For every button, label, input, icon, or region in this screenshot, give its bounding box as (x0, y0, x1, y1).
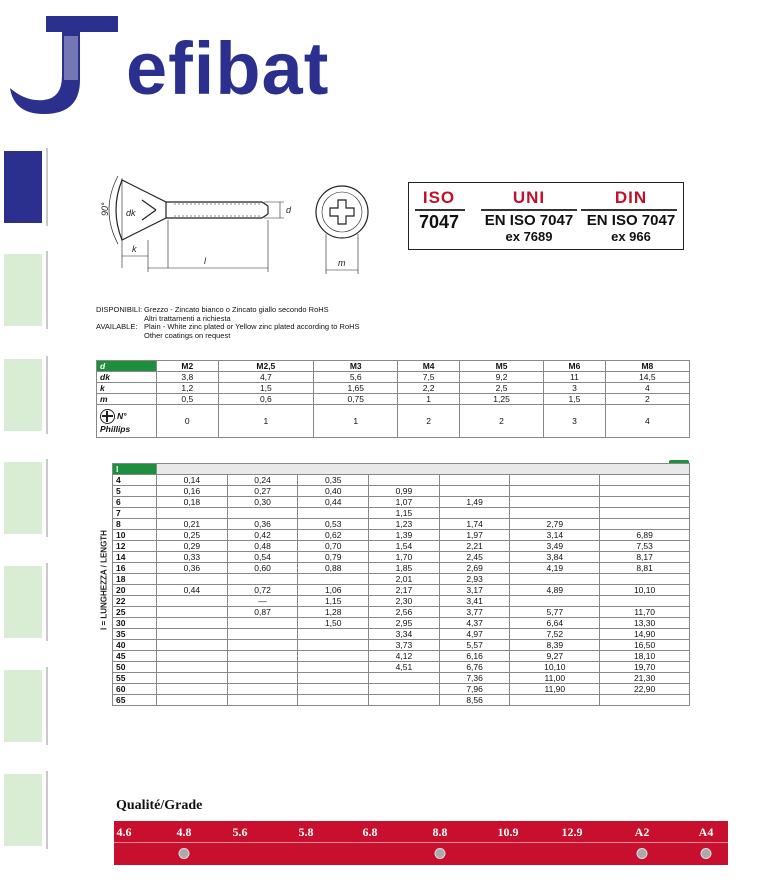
weight-cell (298, 651, 369, 662)
weight-cell (600, 574, 690, 585)
phillips-row (97, 405, 690, 438)
weight-cell: 2,45 (439, 552, 510, 563)
weight-cell: 1,15 (369, 508, 440, 519)
weight-cell: 4,97 (439, 629, 510, 640)
weight-cell: 0,30 (227, 497, 298, 508)
grade-dot (435, 848, 446, 859)
weight-cell (227, 662, 298, 673)
weight-cell (227, 574, 298, 585)
grade-label: 4.8 (176, 825, 192, 839)
dims-row-label: k (97, 383, 157, 394)
weight-cell (227, 695, 298, 706)
dims-cell: 14,5 (605, 372, 689, 383)
standard-din: DIN EN ISO 7047 ex 966 (586, 188, 676, 244)
weight-cell: 1,28 (298, 607, 369, 618)
weight-cell: 6,76 (439, 662, 510, 673)
weight-cell: 8,56 (439, 695, 510, 706)
phillips-cell: 0 (157, 405, 219, 438)
weight-cell: 18,10 (600, 651, 690, 662)
weight-cell (510, 596, 600, 607)
weight-cell: 0,25 (157, 530, 228, 541)
weight-cell: 6,16 (439, 651, 510, 662)
weight-cell (510, 574, 600, 585)
weight-cell: 8,81 (600, 563, 690, 574)
company-logo (8, 10, 328, 120)
weight-cell: 1,85 (369, 563, 440, 574)
phillips-cell: 3 (544, 405, 606, 438)
weight-cell: 10,10 (510, 662, 600, 673)
dims-cell: M5 (459, 361, 543, 372)
weight-cell: 10,10 (600, 585, 690, 596)
weight-cell (157, 684, 228, 695)
weight-cell (298, 629, 369, 640)
length-side-label: l = LUNGHEZZA / LENGTH (99, 530, 109, 630)
grade-label: 4.6 (116, 825, 132, 839)
weight-cell (227, 673, 298, 684)
dims-cell: 1 (398, 394, 460, 405)
weight-cell: 1,74 (439, 519, 510, 530)
standard-iso: ISO 7047 (418, 188, 460, 232)
l-label: l (204, 256, 206, 266)
m-label: m (338, 258, 346, 268)
side-tab-1[interactable] (0, 148, 48, 226)
weight-row-length: 55 (113, 673, 157, 684)
weight-cell: 0,48 (227, 541, 298, 552)
weight-cell: 0,36 (227, 519, 298, 530)
grade-label: 6.8 (362, 825, 378, 839)
dims-row (97, 394, 690, 405)
weight-cell: 3,41 (439, 596, 510, 607)
weight-cell (439, 508, 510, 519)
weight-row (113, 629, 690, 640)
phillips-cell: 1 (314, 405, 398, 438)
weight-row-length: 5 (113, 486, 157, 497)
phillips-cell: 1 (218, 405, 314, 438)
weight-cell: 0,62 (298, 530, 369, 541)
weight-row (113, 684, 690, 695)
weight-row-length: 12 (113, 541, 157, 552)
weight-row-length: 10 (113, 530, 157, 541)
dims-cell: 1,2 (157, 383, 219, 394)
weight-cell: 5,57 (439, 640, 510, 651)
weight-row-length: 40 (113, 640, 157, 651)
weight-cell: 1,06 (298, 585, 369, 596)
dimensions-table (96, 360, 690, 438)
weight-cell (157, 651, 228, 662)
weight-cell (157, 574, 228, 585)
weight-cell: 3,73 (369, 640, 440, 651)
weight-row-length: 65 (113, 695, 157, 706)
weight-cell: 1,23 (369, 519, 440, 530)
weight-row (113, 563, 690, 574)
weight-cell (227, 684, 298, 695)
weight-cell (227, 508, 298, 519)
weight-cell (510, 497, 600, 508)
weight-row (113, 618, 690, 629)
weight-cell: 7,53 (600, 541, 690, 552)
grade-label: 10.9 (497, 825, 519, 839)
weight-cell (369, 684, 440, 695)
dims-cell: 5,6 (314, 372, 398, 383)
weight-cell: 3,49 (510, 541, 600, 552)
dims-cell: 1,5 (544, 394, 606, 405)
weight-cell: 1,07 (369, 497, 440, 508)
weight-cell (600, 497, 690, 508)
weight-cell: 8,17 (600, 552, 690, 563)
weight-row-length: 22 (113, 596, 157, 607)
weight-cell: 3,17 (439, 585, 510, 596)
weight-cell: 1,39 (369, 530, 440, 541)
dims-cell: M6 (544, 361, 606, 372)
weight-cell (157, 640, 228, 651)
weight-cell (510, 475, 600, 486)
weight-cell (600, 519, 690, 530)
angle-label: 90° (100, 202, 110, 216)
weight-row-length: 6 (113, 497, 157, 508)
weight-cell: 0,44 (298, 497, 369, 508)
weight-cell (298, 640, 369, 651)
weight-cell: 5,77 (510, 607, 600, 618)
weight-cell: 3,77 (439, 607, 510, 618)
weight-cell (600, 596, 690, 607)
dims-cell: 4,7 (218, 372, 314, 383)
side-tab-2[interactable] (0, 251, 48, 329)
weight-cell: 2,95 (369, 618, 440, 629)
dims-cell: 1,25 (459, 394, 543, 405)
dims-row-label: dk (97, 372, 157, 383)
weight-cell: 19,70 (600, 662, 690, 673)
dims-cell: 0,75 (314, 394, 398, 405)
weight-cell: 0,60 (227, 563, 298, 574)
weight-cell: 4,51 (369, 662, 440, 673)
weight-row-length: 18 (113, 574, 157, 585)
weight-row (113, 519, 690, 530)
weight-cell: 0,42 (227, 530, 298, 541)
dims-row (97, 383, 690, 394)
logo-wordmark: efibat (126, 27, 330, 110)
grade-title: Qualité/Grade (116, 798, 203, 813)
weight-cell (510, 508, 600, 519)
weight-row (113, 475, 690, 486)
side-tab-3[interactable] (0, 356, 48, 434)
dims-cell: 9,2 (459, 372, 543, 383)
weight-cell: 21,30 (600, 673, 690, 684)
weight-cell: — (227, 596, 298, 607)
weight-cell (157, 618, 228, 629)
dims-cell: 1,5 (218, 383, 314, 394)
weight-cell: 0,87 (227, 607, 298, 618)
weight-cell (298, 695, 369, 706)
weight-cell (439, 475, 510, 486)
screw-drawing (96, 160, 396, 280)
dims-cell: M2,5 (218, 361, 314, 372)
weight-cell: 0,88 (298, 563, 369, 574)
grade-dot (701, 848, 712, 859)
availability-note: DISPONIBILI: Grezzo - Zincato bianco o Zincato giallo secondo RoHS Altri trattamenti a richiesta AVAILABLE: Plain - White zinc plated or Yellow zinc plated according to RoHS Other coatings on request (96, 305, 360, 340)
weight-cell: 1,50 (298, 618, 369, 629)
dk-label: dk (126, 208, 136, 218)
weight-cell (510, 486, 600, 497)
weight-cell (157, 695, 228, 706)
weight-cell: 3,84 (510, 552, 600, 563)
weight-cell: 0,35 (298, 475, 369, 486)
weight-cell: 4,19 (510, 563, 600, 574)
standard-uni: UNI EN ISO 7047 ex 7689 (484, 188, 574, 244)
weight-cell (600, 695, 690, 706)
dims-cell: 3,8 (157, 372, 219, 383)
weight-cell: 0,54 (227, 552, 298, 563)
weight-cell (227, 618, 298, 629)
weight-cell (600, 508, 690, 519)
grade-label: A2 (634, 825, 650, 839)
weight-row (113, 585, 690, 596)
weight-cell: 4,37 (439, 618, 510, 629)
weight-cell: 11,90 (510, 684, 600, 695)
weight-cell (157, 662, 228, 673)
grade-label: 8.8 (432, 825, 448, 839)
weight-row-length: 8 (113, 519, 157, 530)
weight-row-length: 60 (113, 684, 157, 695)
side-tab-6[interactable] (0, 667, 48, 745)
weight-cell (227, 629, 298, 640)
dims-cell: 4 (605, 383, 689, 394)
dims-row-label: d (97, 361, 157, 372)
weight-cell (157, 607, 228, 618)
weight-header-row (113, 464, 690, 475)
weight-cell (369, 673, 440, 684)
weight-cell (510, 695, 600, 706)
weight-cell: 2,17 (369, 585, 440, 596)
phillips-cell: 4 (605, 405, 689, 438)
weight-cell: 1,97 (439, 530, 510, 541)
weight-table (112, 463, 690, 706)
weight-cell (298, 662, 369, 673)
dims-cell: 11 (544, 372, 606, 383)
dims-cell: M2 (157, 361, 219, 372)
weight-cell: 1,70 (369, 552, 440, 563)
weight-row (113, 651, 690, 662)
dims-cell: 7,5 (398, 372, 460, 383)
d-label: d (286, 205, 292, 215)
weight-row (113, 640, 690, 651)
weight-row (113, 497, 690, 508)
dims-row-label: m (97, 394, 157, 405)
weight-cell: 0,29 (157, 541, 228, 552)
weight-row (113, 541, 690, 552)
phillips-cell: 2 (398, 405, 460, 438)
weight-cell (227, 651, 298, 662)
weight-cell: 0,70 (298, 541, 369, 552)
weight-row (113, 695, 690, 706)
weight-cell: 2,56 (369, 607, 440, 618)
dims-cell: 0,5 (157, 394, 219, 405)
weight-cell: 3,14 (510, 530, 600, 541)
weight-row (113, 673, 690, 684)
weight-cell (600, 486, 690, 497)
phillips-label: N° Phillips (97, 405, 157, 438)
weight-row (113, 662, 690, 673)
weight-cell: 2,01 (369, 574, 440, 585)
weight-cell: 0,44 (157, 585, 228, 596)
weight-cell: 6,64 (510, 618, 600, 629)
weight-row (113, 508, 690, 519)
grade-label: A4 (698, 825, 714, 839)
dims-cell: 3 (544, 383, 606, 394)
weight-cell: 0,18 (157, 497, 228, 508)
grade-label: 5.6 (232, 825, 248, 839)
weight-cell: 4,89 (510, 585, 600, 596)
side-tab-7[interactable] (0, 771, 48, 849)
dims-cell: 2,5 (459, 383, 543, 394)
weight-row-length: 30 (113, 618, 157, 629)
weight-cell: 0,33 (157, 552, 228, 563)
weight-cell: 0,14 (157, 475, 228, 486)
grade-dot (179, 848, 190, 859)
phillips-cell: 2 (459, 405, 543, 438)
weight-cell: 4,12 (369, 651, 440, 662)
weight-cell: 7,36 (439, 673, 510, 684)
weight-cell: 2,30 (369, 596, 440, 607)
weight-cell: 2,21 (439, 541, 510, 552)
weight-cell: 7,52 (510, 629, 600, 640)
weight-cell (298, 684, 369, 695)
grade-dot (637, 848, 648, 859)
weight-cell: 1,54 (369, 541, 440, 552)
weight-row-length: 7 (113, 508, 157, 519)
weight-cell: 11,70 (600, 607, 690, 618)
side-tab-4[interactable] (0, 459, 48, 537)
side-tab-5[interactable] (0, 563, 48, 641)
weight-cell: 0,16 (157, 486, 228, 497)
weight-cell (157, 508, 228, 519)
weight-cell (157, 629, 228, 640)
dims-cell: 2,2 (398, 383, 460, 394)
dims-cell: 1,65 (314, 383, 398, 394)
weight-row (113, 596, 690, 607)
weight-cell: 0,40 (298, 486, 369, 497)
grade-label: 5.8 (298, 825, 314, 839)
dims-cell: 2 (605, 394, 689, 405)
dims-row (97, 361, 690, 372)
weight-cell (227, 640, 298, 651)
weight-row (113, 552, 690, 563)
weight-cell (369, 695, 440, 706)
weight-cell: 3,34 (369, 629, 440, 640)
weight-cell: 2,93 (439, 574, 510, 585)
standards-box (408, 182, 684, 250)
weight-cell: 0,21 (157, 519, 228, 530)
weight-cell: 8,39 (510, 640, 600, 651)
weight-cell: 7,96 (439, 684, 510, 695)
weight-cell: 0,24 (227, 475, 298, 486)
weight-row (113, 607, 690, 618)
weight-cell: 2,69 (439, 563, 510, 574)
weight-row-length: 20 (113, 585, 157, 596)
dims-row (97, 372, 690, 383)
weight-cell: 22,90 (600, 684, 690, 695)
weight-row-length: 16 (113, 563, 157, 574)
weight-cell: 13,30 (600, 618, 690, 629)
weight-row-length: 35 (113, 629, 157, 640)
weight-cell: 14,90 (600, 629, 690, 640)
grade-bar (114, 821, 728, 865)
weight-row-length: 25 (113, 607, 157, 618)
dims-cell: M4 (398, 361, 460, 372)
weight-cell: 9,27 (510, 651, 600, 662)
weight-cell: 1,49 (439, 497, 510, 508)
grade-label: 12.9 (561, 825, 583, 839)
weight-row-length: 50 (113, 662, 157, 673)
weight-cell (298, 673, 369, 684)
weight-cell: 2,79 (510, 519, 600, 530)
weight-cell (600, 475, 690, 486)
weight-cell: 0,72 (227, 585, 298, 596)
weight-cell: 0,27 (227, 486, 298, 497)
weight-row (113, 486, 690, 497)
phillips-icon (100, 409, 115, 424)
k-label: k (132, 244, 137, 254)
weight-row-length: 45 (113, 651, 157, 662)
weight-row (113, 530, 690, 541)
weight-header-fill (157, 464, 690, 475)
weight-row-length: 4 (113, 475, 157, 486)
weight-cell (439, 486, 510, 497)
weight-cell: 0,99 (369, 486, 440, 497)
weight-header-l: l (113, 464, 157, 475)
weight-cell: 0,53 (298, 519, 369, 530)
weight-cell (298, 508, 369, 519)
weight-cell: 16,50 (600, 640, 690, 651)
weight-row (113, 574, 690, 585)
dims-cell: M8 (605, 361, 689, 372)
weight-cell: 0,79 (298, 552, 369, 563)
weight-cell (369, 475, 440, 486)
weight-cell: 1,15 (298, 596, 369, 607)
weight-cell (157, 596, 228, 607)
weight-cell: 6,89 (600, 530, 690, 541)
weight-cell (157, 673, 228, 684)
weight-cell: 0,36 (157, 563, 228, 574)
weight-cell: 11,00 (510, 673, 600, 684)
weight-cell (298, 574, 369, 585)
dims-cell: M3 (314, 361, 398, 372)
dims-cell: 0,6 (218, 394, 314, 405)
weight-row-length: 14 (113, 552, 157, 563)
